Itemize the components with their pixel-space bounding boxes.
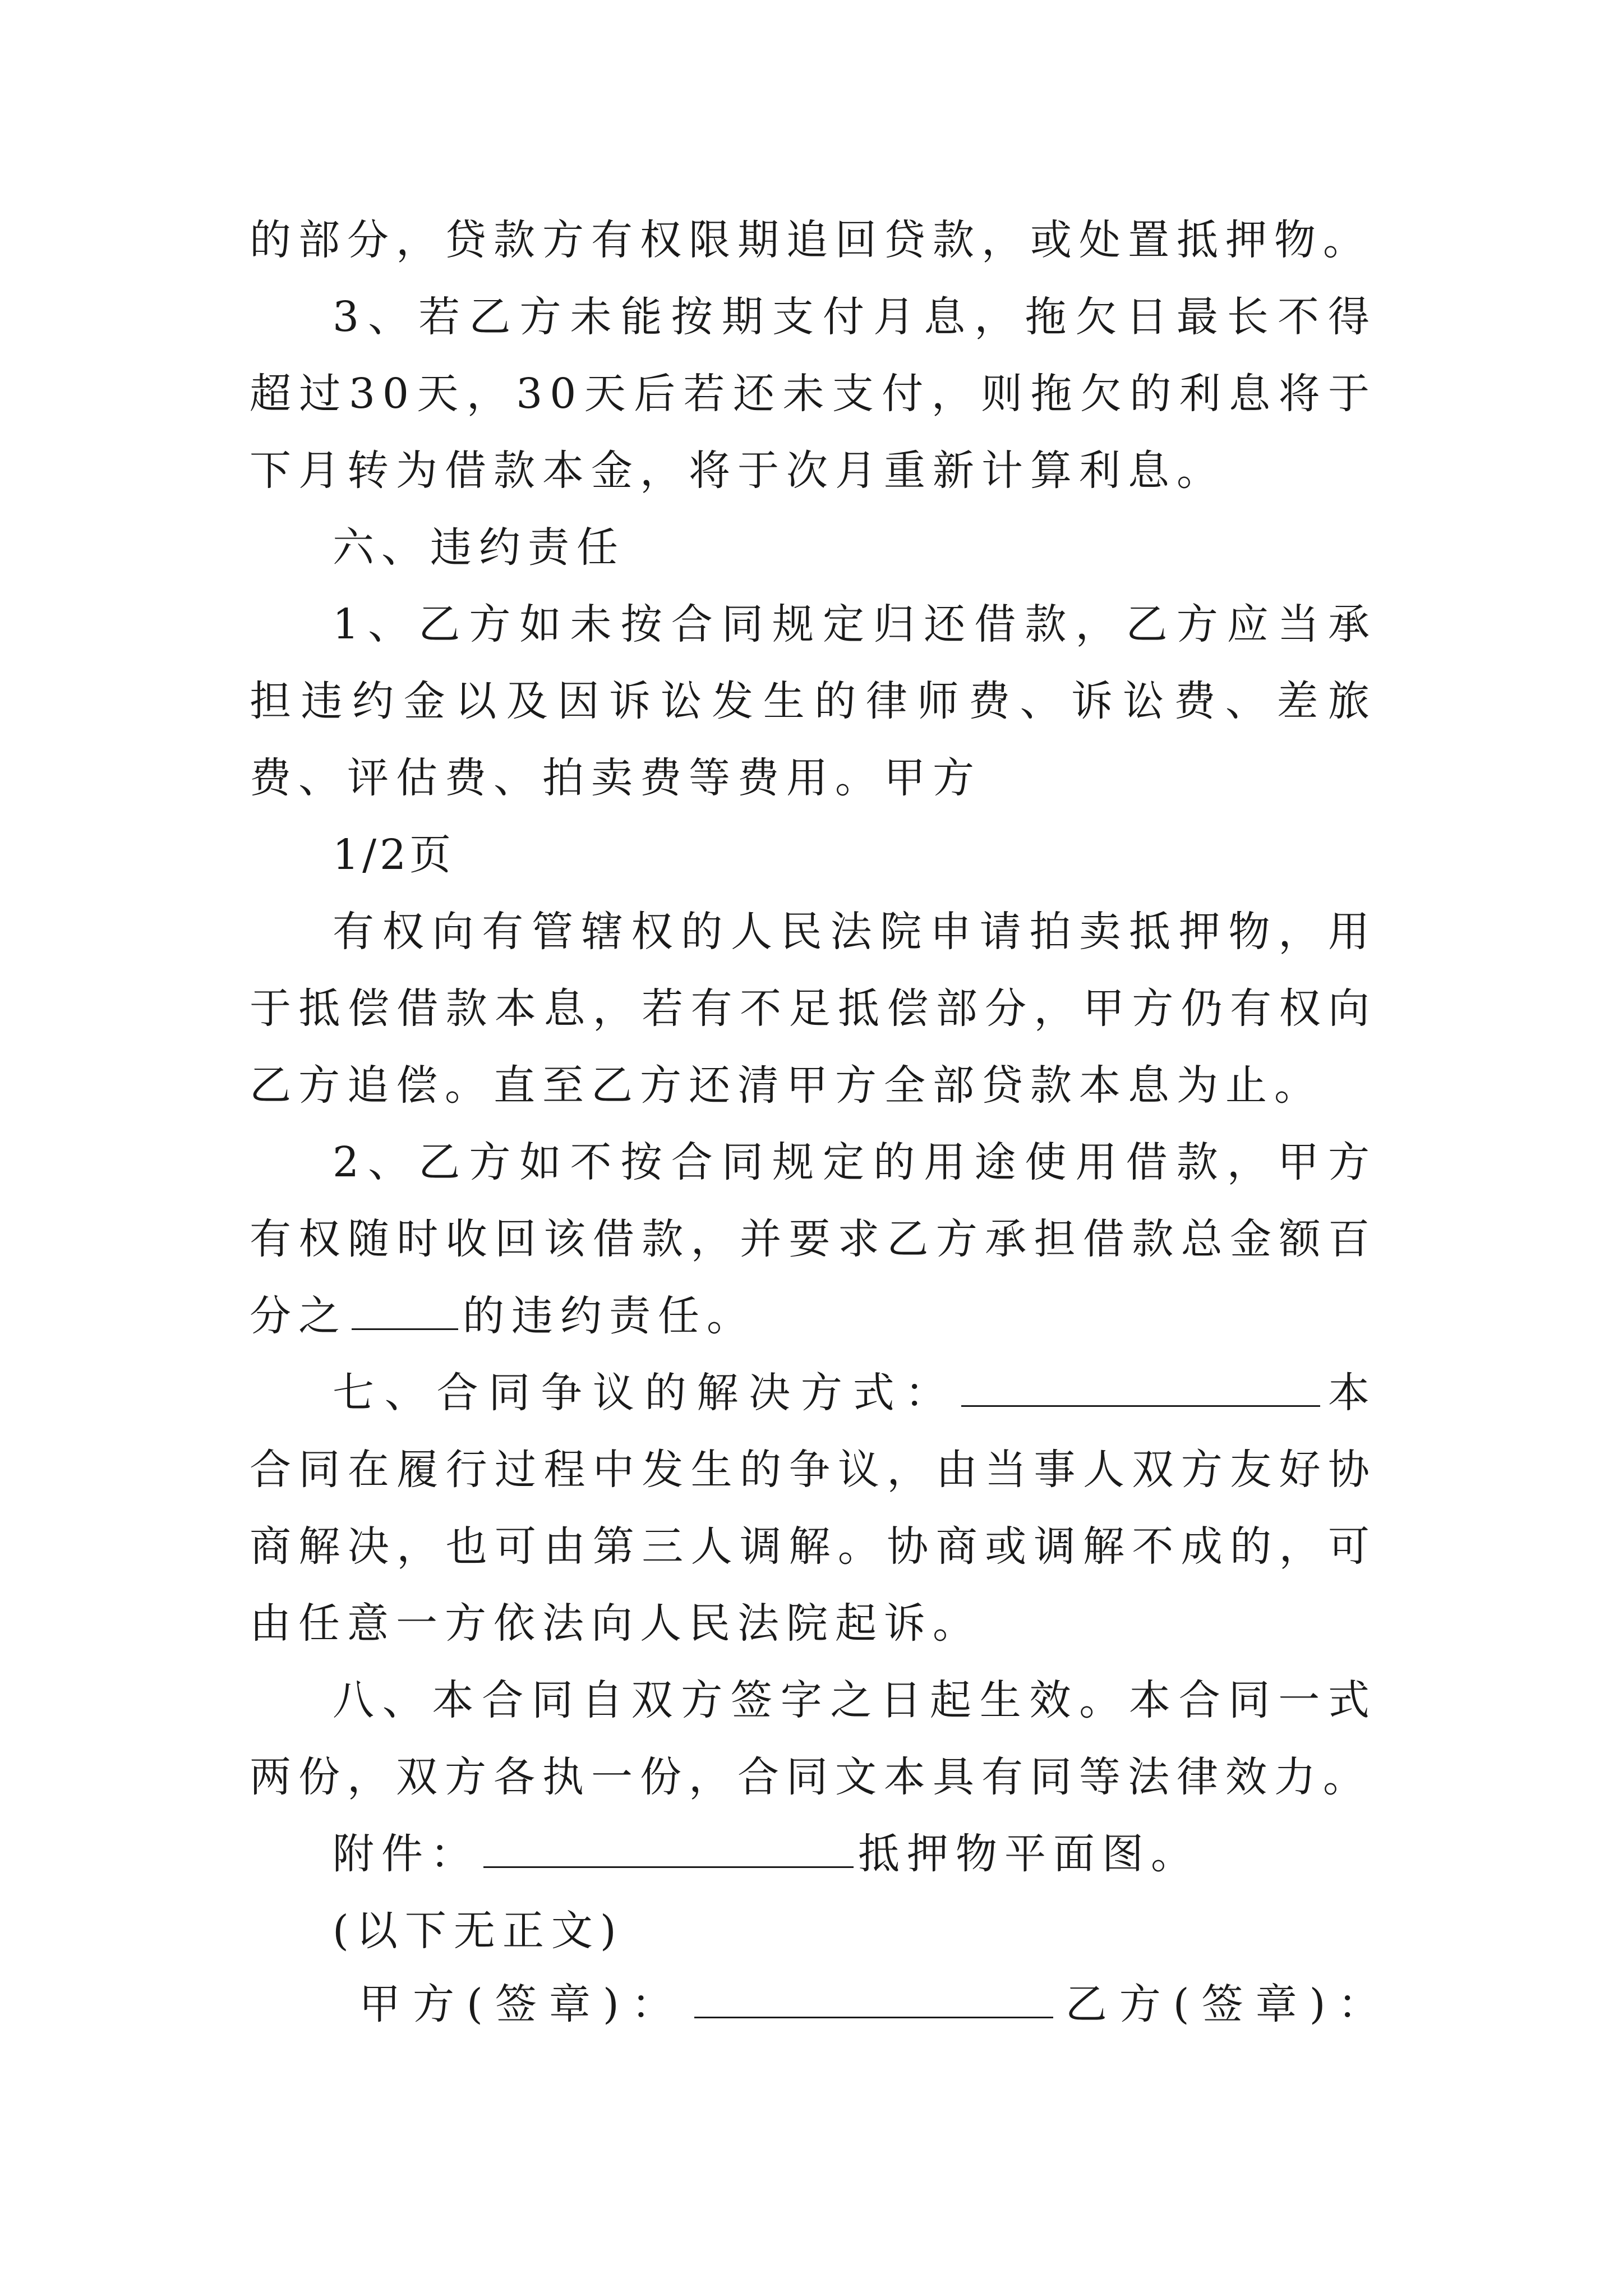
party-b-signature-label: 乙方(签章)： xyxy=(1065,1980,1392,2028)
attachment-label: 附件： xyxy=(333,1830,479,1878)
dispute-resolution-text-after: 本合同在履行过程中发生的争议，由当事人双方友好协商解决，也可由第三人调解。协商或调解不成的，可由任意一方依法向人民法院起诉。 xyxy=(250,1369,1377,1648)
paragraph-continuation: 的部分，贷款方有权限期追回贷款，或处置抵押物。 xyxy=(250,216,1372,264)
attachment-description: 抵押物平面图。 xyxy=(858,1830,1200,1878)
attachment-line xyxy=(250,1816,1377,1893)
dispute-method-blank-line xyxy=(961,1372,1320,1407)
percentage-blank-line xyxy=(352,1295,458,1330)
party-a-signature-blank-line xyxy=(694,1983,1053,2018)
attachment-blank-line xyxy=(483,1833,854,1868)
paragraph-clause-6-2 xyxy=(250,1124,1377,1355)
signature-row xyxy=(359,1966,1392,2043)
page-number: 1/2页 xyxy=(333,831,455,879)
party-a-signature-label: 甲方(签章)： xyxy=(359,1980,685,2028)
section-heading-breach-liability: 六、违约责任 xyxy=(333,523,625,572)
dispute-resolution-text-before: 七、合同争议的解决方式： xyxy=(333,1369,957,1417)
section-effectiveness: 八、本合同自双方签字之日起生效。本合同一式两份，双方各执一份，合同文本具有同等法律效力。 xyxy=(250,1676,1377,1801)
document-body xyxy=(250,202,1377,1970)
paragraph-clause-6-1: 1、乙方如未按合同规定归还借款，乙方应当承担违约金以及因诉讼发生的律师费、诉讼费、差旅费、评估费、拍卖费等费用。甲方 xyxy=(250,600,1377,802)
paragraph-clause-6-1-continued: 有权向有管辖权的人民法院申请拍卖抵押物，用于抵偿借款本息，若有不足抵偿部分，甲方仍有权向乙方追偿。直至乙方还清甲方全部贷款本息为止。 xyxy=(250,908,1377,1110)
clause-6-2-text-before: 2、乙方如不按合同规定的用途使用借款，甲方有权随时收回该借款，并要求乙方承担借款总金额百分之 xyxy=(250,1138,1377,1340)
section-dispute-resolution xyxy=(250,1355,1377,1662)
clause-6-2-text-after: 的违约责任。 xyxy=(463,1292,755,1340)
no-further-text-note: (以下无正文) xyxy=(333,1907,624,1955)
paragraph-clause-5-3: 3、若乙方未能按期支付月息，拖欠日最长不得超过30天，30天后若还未支付，则拖欠的利息将于下月转为借款本金，将于次月重新计算利息。 xyxy=(250,293,1377,495)
